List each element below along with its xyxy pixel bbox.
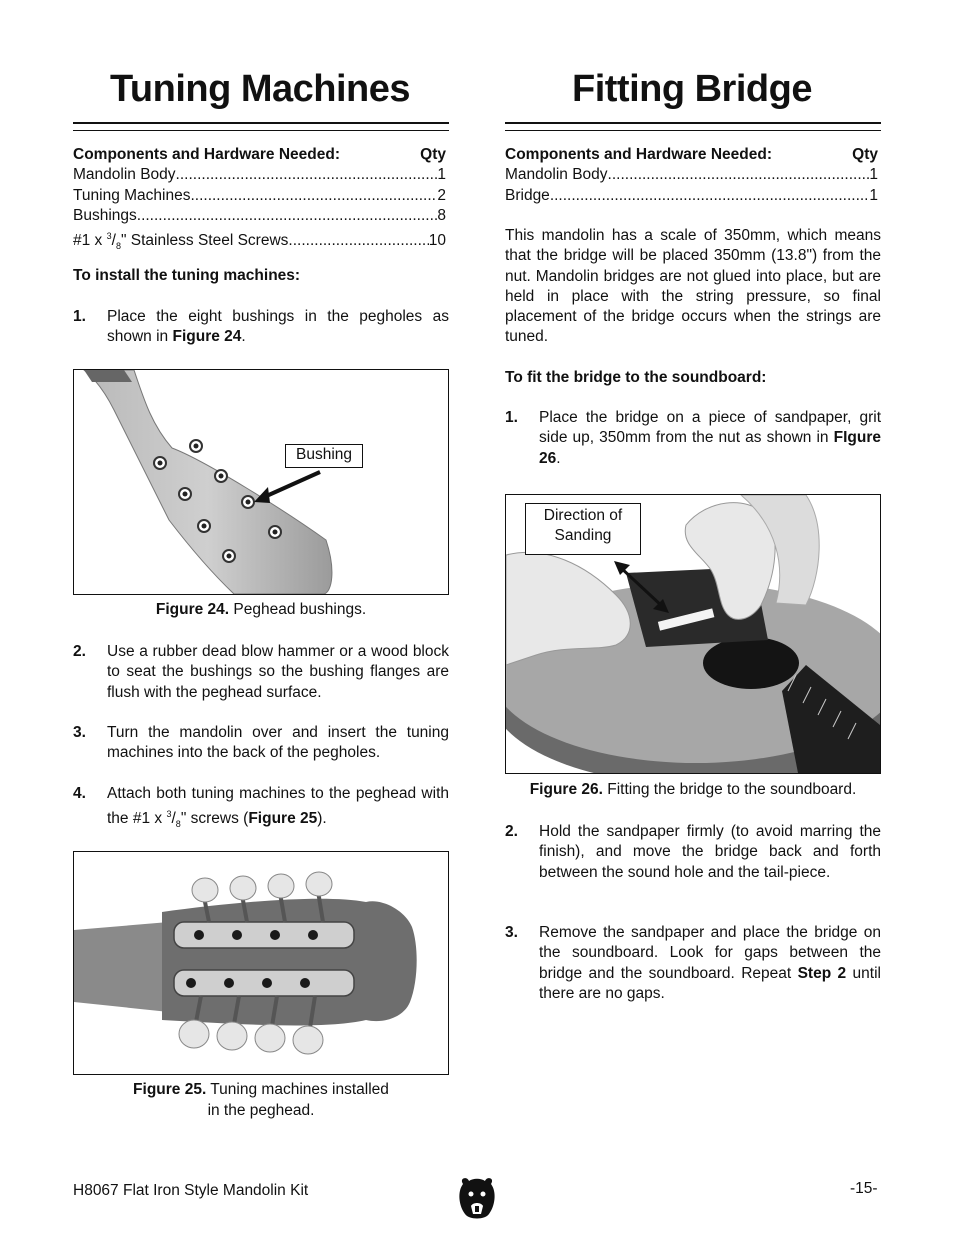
qty-header: Qty: [852, 146, 878, 163]
component-row: Bushings ..... 8: [73, 206, 446, 226]
component-row: #1 x $^3/_8$" Stainless Steel Screws ..... 10: [73, 226, 446, 257]
step-2-left: 2. Use a rubber dead blow hammer or a wood block to seat the bushings so the bushing flanges are flush with the peghead surface.: [73, 643, 449, 701]
step-1-left: 1. Place the eight bushings in the pegholes as shown in Figure 24.: [73, 308, 449, 346]
tuning-machines-title: Tuning Machines: [110, 68, 411, 110]
title-rule-thin: [505, 130, 881, 131]
title-rule: [73, 122, 449, 124]
figure-25-image: [73, 851, 449, 1075]
component-row: Mandolin Body ..... 1: [73, 165, 446, 185]
components-list-right: [505, 145, 878, 206]
grizzly-bear-logo-icon: [457, 1176, 497, 1222]
figure-24-image: [73, 369, 449, 595]
components-header: Components and Hardware Needed:: [73, 146, 340, 163]
component-row: Tuning Machines ..... 2: [73, 186, 446, 206]
step-3-left: 3. Turn the mandolin over and insert the tuning machines into the back of the pegholes.: [73, 724, 449, 762]
title-rule: [505, 122, 881, 124]
direction-of-sanding-callout: Direction of Sanding: [525, 503, 641, 555]
component-row: Mandolin Body ..... 1: [505, 165, 878, 185]
peghead-bushings-illustration: [74, 370, 448, 594]
bushing-callout: Bushing: [285, 444, 363, 468]
components-header: Components and Hardware Needed:: [505, 146, 772, 163]
title-rule-thin: [73, 130, 449, 131]
components-list-left: [73, 145, 446, 257]
page-number: -15-: [850, 1180, 878, 1197]
fitting-bridge-title: Fitting Bridge: [572, 68, 812, 110]
footer-product-name: H8067 Flat Iron Style Mandolin Kit: [73, 1182, 309, 1199]
figure-25-caption: Figure 25. Tuning machines installed in the peghead.: [133, 1081, 389, 1119]
figure-26-caption: Figure 26. Fitting the bridge to the soundboard.: [529, 781, 857, 798]
step-4-left: 4. Attach both tuning machines to the peghead with the #1 x $^3/_8$" screws (Figure 25).: [73, 785, 449, 830]
figure-26-image: [505, 494, 881, 774]
qty-header: Qty: [420, 146, 446, 163]
step-2-right: 2. Hold the sandpaper firmly (to avoid marring the finish), and move the bridge back and forth between the sound hole and the tail-piece.: [505, 823, 881, 881]
component-row: Bridge ..... 1: [505, 186, 878, 206]
fit-bridge-subheading: To fit the bridge to the soundboard:: [505, 369, 767, 386]
step-1-right: 1. Place the bridge on a piece of sandpaper, grit side up, 350mm from the nut as shown in FIgure 26.: [505, 409, 881, 467]
bridge-intro-paragraph: This mandolin has a scale of 350mm, which means that the bridge will be placed 350mm (13.8") from the nut. Mandolin bridges are not glued into place, but are held in place with the string pressure, so final placement of the bridge occurs when the strings are tuned.: [505, 227, 881, 346]
tuning-machines-illustration: [74, 852, 448, 1074]
step-3-right: 3. Remove the sandpaper and place the bridge on the soundboard. Look for gaps between the bridge and the soundboard. Repeat Step 2 until there are no gaps.: [505, 924, 881, 1002]
figure-24-caption: Figure 24. Peghead bushings.: [155, 601, 367, 618]
install-subheading: To install the tuning machines:: [73, 267, 301, 284]
